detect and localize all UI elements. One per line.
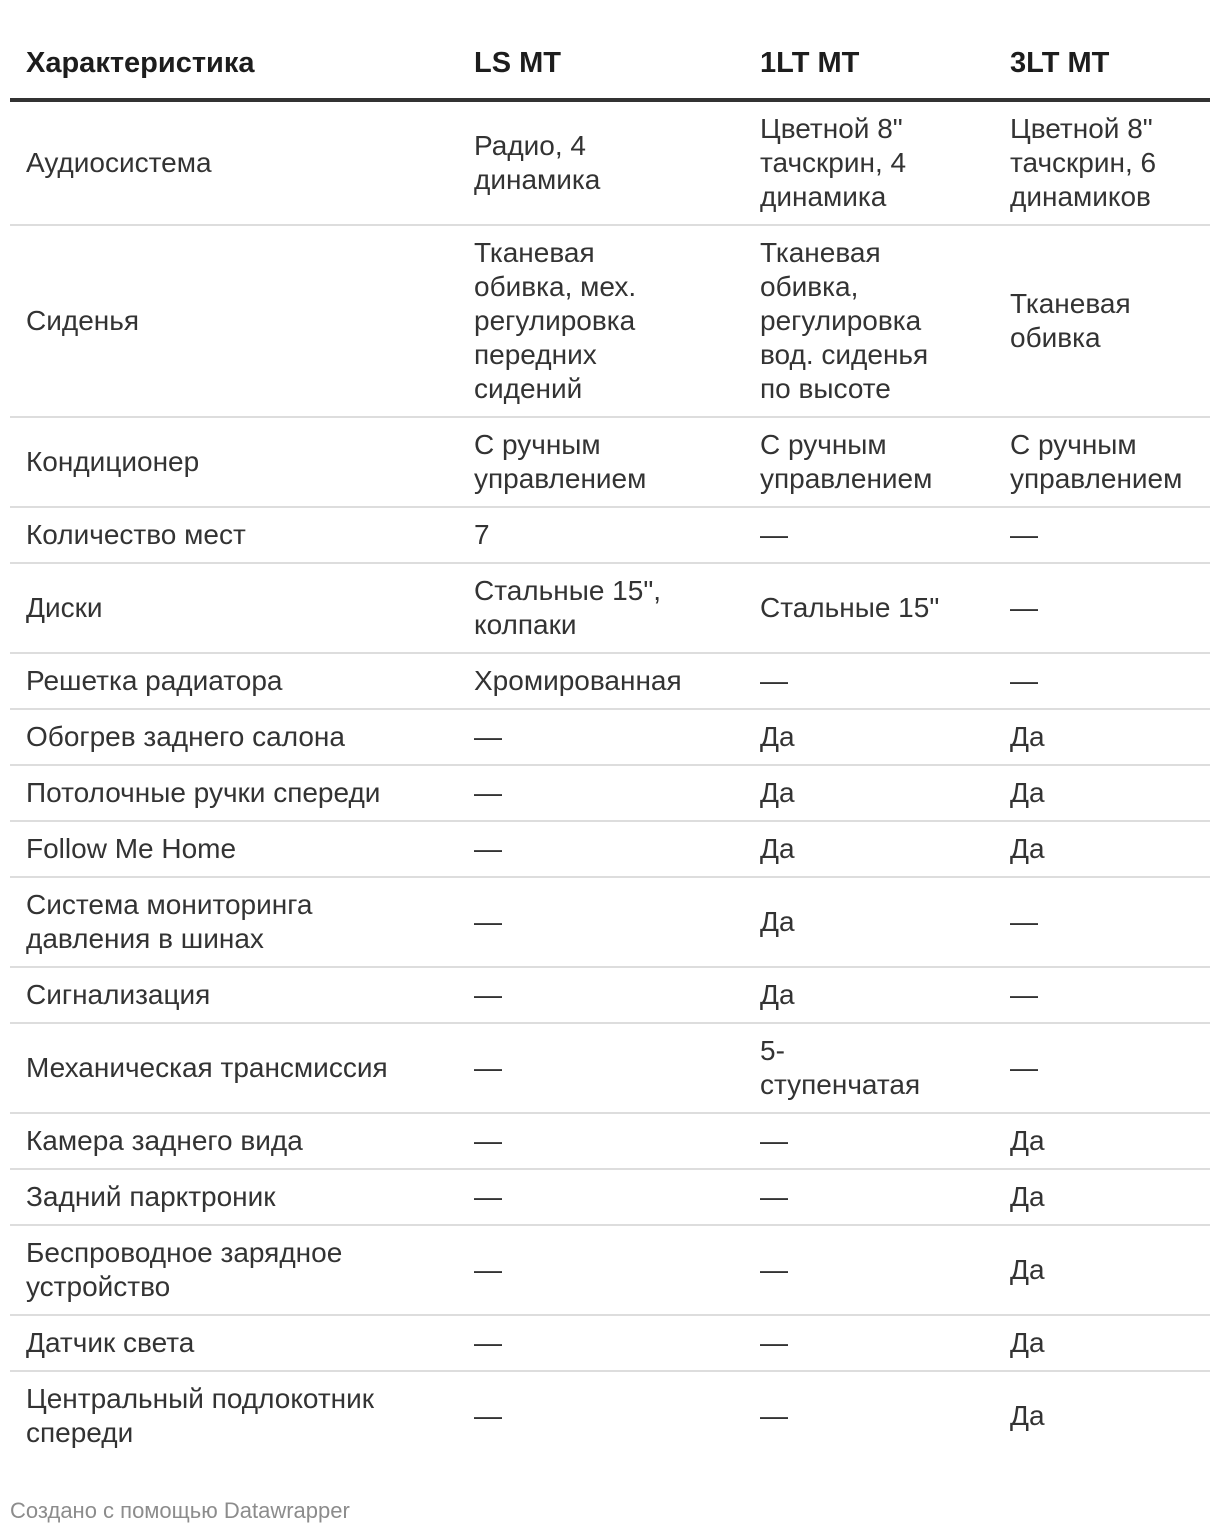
cell-3lt-mt: Цветной 8" тачскрин, 6 динамиков xyxy=(994,102,1210,226)
cell-3lt-mt: Да xyxy=(994,710,1210,766)
row-wireless-charger xyxy=(10,1226,1210,1316)
cell-3lt-mt: Да xyxy=(994,1316,1210,1372)
cell-feature: Решетка радиатора xyxy=(10,654,458,710)
row-follow-me-home xyxy=(10,822,1210,878)
cell-ls-mt: — xyxy=(458,1316,744,1372)
cell-3lt-mt: Да xyxy=(994,1114,1210,1170)
row-manual-transmission xyxy=(10,1024,1210,1114)
cell-feature: Задний парктроник xyxy=(10,1170,458,1226)
cell-3lt-mt: Тканевая обивка xyxy=(994,226,1210,418)
cell-ls-mt: — xyxy=(458,878,744,968)
row-front-center-armrest xyxy=(10,1372,1210,1460)
cell-ls-mt: Стальные 15", колпаки xyxy=(458,564,744,654)
row-light-sensor xyxy=(10,1316,1210,1372)
cell-3lt-mt: — xyxy=(994,968,1210,1024)
cell-3lt-mt: — xyxy=(994,1024,1210,1114)
cell-1lt-mt: С ручным управлением xyxy=(744,418,994,508)
cell-ls-mt: — xyxy=(458,766,744,822)
datawrapper-credit-link[interactable]: Создано с помощью Datawrapper xyxy=(10,1498,350,1523)
row-seat-count xyxy=(10,508,1210,564)
cell-feature: Система мониторинга давления в шинах xyxy=(10,878,458,968)
cell-3lt-mt: Да xyxy=(994,1226,1210,1316)
row-front-ceiling-handles xyxy=(10,766,1210,822)
cell-3lt-mt: С ручным управлением xyxy=(994,418,1210,508)
cell-1lt-mt: — xyxy=(744,508,994,564)
header-row xyxy=(10,28,1210,102)
cell-3lt-mt: — xyxy=(994,654,1210,710)
table-footer xyxy=(10,1498,1210,1524)
cell-1lt-mt: — xyxy=(744,1114,994,1170)
column-header-feature: Характеристика xyxy=(10,28,458,102)
cell-3lt-mt: — xyxy=(994,564,1210,654)
cell-1lt-mt: — xyxy=(760,1400,788,1431)
cell-1lt-mt: — xyxy=(744,1170,994,1226)
cell-1lt-mt: Да xyxy=(744,878,994,968)
cell-feature: Follow Me Home xyxy=(10,822,458,878)
cell-1lt-mt: Да xyxy=(744,710,994,766)
cell-ls-mt: — xyxy=(458,968,744,1024)
cell-3lt-mt: Да xyxy=(1010,1400,1045,1431)
cell-feature: Сиденья xyxy=(10,226,458,418)
cell-1lt-mt: — xyxy=(744,1316,994,1372)
cell-1lt-mt: Да xyxy=(744,822,994,878)
cell-ls-mt: С ручным управлением xyxy=(458,418,744,508)
row-tire-pressure-monitoring xyxy=(10,878,1210,968)
cell-1lt-mt: Тканевая обивка, регулировка вод. сиденья по высоте xyxy=(744,226,994,418)
trim-comparison-table xyxy=(10,28,1210,1460)
cell-ls-mt: — xyxy=(474,1400,502,1431)
row-air-conditioning xyxy=(10,418,1210,508)
row-seats xyxy=(10,226,1210,418)
cell-feature: Сигнализация xyxy=(10,968,458,1024)
cell-feature: Кондиционер xyxy=(10,418,458,508)
cell-1lt-mt: Да xyxy=(744,766,994,822)
cell-ls-mt: — xyxy=(458,822,744,878)
cell-ls-mt: Тканевая обивка, мех. регулировка передних сидений xyxy=(458,226,744,418)
cell-feature: Центральный подлокотник спереди xyxy=(26,1383,375,1448)
cell-feature: Количество мест xyxy=(10,508,458,564)
cell-feature: Датчик света xyxy=(10,1316,458,1372)
row-rear-cabin-heating xyxy=(10,710,1210,766)
cell-feature: Аудиосистема xyxy=(10,102,458,226)
cell-ls-mt: — xyxy=(458,1114,744,1170)
cell-3lt-mt: — xyxy=(994,878,1210,968)
cell-ls-mt: — xyxy=(458,1024,744,1114)
cell-feature: Обогрев заднего салона xyxy=(10,710,458,766)
column-header-3lt-mt: 3LT MT xyxy=(994,28,1210,102)
cell-feature: Диски xyxy=(10,564,458,654)
cell-1lt-mt: Да xyxy=(744,968,994,1024)
cell-1lt-mt: — xyxy=(744,1226,994,1316)
cell-ls-mt: Хромированная xyxy=(458,654,744,710)
row-audio-system xyxy=(10,102,1210,226)
column-header-ls-mt: LS MT xyxy=(458,28,744,102)
row-rear-parking-sensor xyxy=(10,1170,1210,1226)
row-wheels xyxy=(10,564,1210,654)
row-alarm xyxy=(10,968,1210,1024)
row-radiator-grille xyxy=(10,654,1210,710)
cell-feature: Потолочные ручки спереди xyxy=(10,766,458,822)
cell-1lt-mt xyxy=(744,1024,994,1114)
cell-ls-mt: Радио, 4 динамика xyxy=(458,102,744,226)
cell-1lt-mt: — xyxy=(744,654,994,710)
column-header-1lt-mt: 1LT MT xyxy=(744,28,994,102)
cell-1lt-mt-text: 5-ступенчатая xyxy=(760,1035,921,1100)
cell-ls-mt: 7 xyxy=(458,508,744,564)
cell-1lt-mt: Цветной 8" тачскрин, 4 динамика xyxy=(744,102,994,226)
cell-3lt-mt: Да xyxy=(994,822,1210,878)
cell-ls-mt: — xyxy=(458,1170,744,1226)
cell-ls-mt: — xyxy=(458,710,744,766)
cell-feature: Механическая трансмиссия xyxy=(10,1024,458,1114)
cell-ls-mt: — xyxy=(458,1226,744,1316)
cell-feature: Камера заднего вида xyxy=(10,1114,458,1170)
cell-3lt-mt: Да xyxy=(994,1170,1210,1226)
cell-3lt-mt: — xyxy=(994,508,1210,564)
cell-3lt-mt: Да xyxy=(994,766,1210,822)
cell-feature: Беспроводное зарядное устройство xyxy=(10,1226,458,1316)
cell-1lt-mt: Стальные 15" xyxy=(744,564,994,654)
row-rear-view-camera xyxy=(10,1114,1210,1170)
